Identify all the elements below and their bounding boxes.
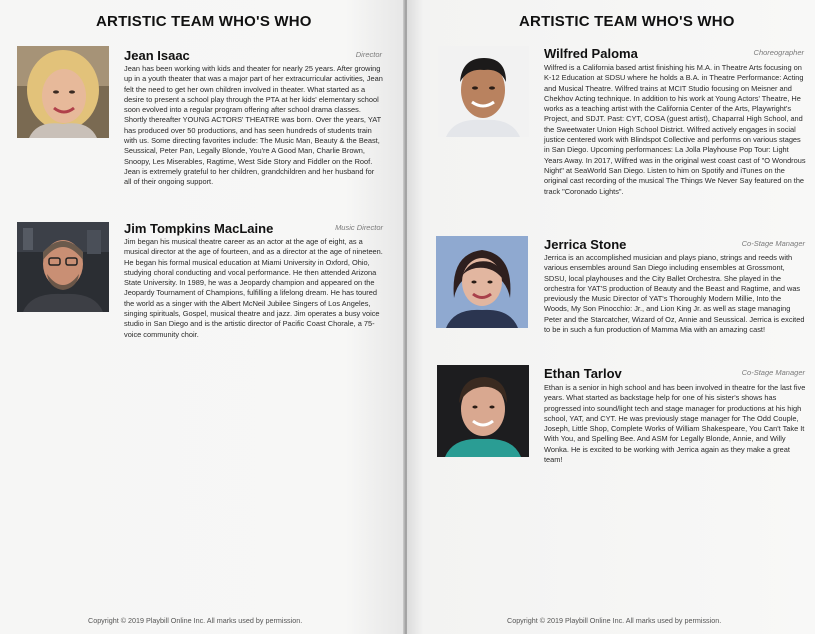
bio-name: Wilfred Paloma (544, 46, 638, 61)
left-footer-copyright: Copyright © 2019 Playbill Online Inc. All marks used by permission. (88, 616, 303, 625)
bio-text: Jean has been working with kids and theater for nearly 25 years. After growing up in a youth theater that was a major part of her extracurricular activities, Jean felt the need to get her own children involved in theater. What started as a desire to present a school play through the PTA at her kids' elementary school soon evolved into a regular program offering after school drama classes. Shortly thereafter YOUNG ACTORS' THEATRE was born. Over the years, YAT has produced over 50 productions, and has seen hundreds of students train with us. Some directing favorites include: The Music Man, Beauty & the Beast, Seussical, Peter Pan, Legally Blonde, You're A Good Man, Charlie Brown, Snoopy, Les Miserables, Ragtime, West Side Story and Fiddler on the Roof. Jean is extremely grateful to her children, grandchildren and her husband for all of their ongoing support. (124, 64, 383, 187)
wilfred-paloma-header (544, 46, 804, 62)
bio-name: Ethan Tarlov (544, 366, 622, 381)
ethan-tarlov-header (544, 366, 805, 382)
left-page (0, 0, 407, 634)
bio-text: Ethan is a senior in high school and has been involved in theatre for the last five years. What started as backstage help for one of his sister's shows has progressed into sound/light tech and stage manager for productions at his high school, YAT, and CYT. He was previously stage manager for The Odd Couple, Joseph, Little Shop, Complete Works of William Shakespeare, You Can't Take It With You, and Spelling Bee. And ASM for Legally Blonde, Annie, and Willy Wonka. He is excited to be working with Jerrica again as they make a great team! (544, 383, 806, 465)
bio-role: Choreographer (753, 48, 804, 57)
bio-role: Director (355, 50, 382, 59)
bio-name: Jerrica Stone (544, 237, 627, 252)
right-page-title: ARTISTIC TEAM WHO'S WHO (519, 13, 735, 30)
bio-name: Jim Tompkins MacLaine (124, 221, 274, 236)
right-footer-copyright: Copyright © 2019 Playbill Online Inc. All marks used by permission. (507, 616, 722, 625)
jean-isaac-photo (17, 46, 109, 138)
bio-role: Music Director (335, 223, 383, 232)
jim-tompkins-maclaine-photo (17, 222, 109, 312)
bio-name: Jean Isaac (124, 48, 190, 63)
ethan-tarlov-photo (437, 365, 529, 457)
bio-role: Co-Stage Manager (741, 368, 805, 377)
portrait-photo-icon (436, 236, 528, 328)
portrait-photo-icon (437, 365, 529, 457)
jerrica-stone-photo (436, 236, 528, 328)
portrait-photo-icon (17, 46, 109, 138)
bio-text: Jim began his musical theatre career as an actor at the age of eight, as a musical director at the age of fourteen, and as a director at the age of nineteen. He began his formal musical education at Miami University in Oxford, Ohio, studying choral conducting and vocal performance. He then attended Arizona State University. In 1989, he was a Jeopardy champion and appeared on the Jeopardy Tournament of Champions, fulfilling a lifelong dream. He has toured the world as a singer with the Albert McNeil Jubilee Singers of Los Angeles, singing spirituals, Gospel, musical theatre and jazz. Jim operates a busy voice studio in San Diego and is the artistic director of Pacific Coast Chorale, a 75-voice community choir. (124, 237, 383, 339)
jean-isaac-header (124, 48, 382, 64)
jerrica-stone-header (544, 237, 805, 253)
portrait-photo-icon (438, 46, 529, 137)
wilfred-paloma-photo (438, 46, 529, 137)
bio-text: Wilfred is a California based artist finishing his M.A. in Theatre Arts focusing on K-12 Education at SDSU where he holds a B.A. in Theatre Performance: Acting and Musical Theatre. Wilfred trains at MCIT Studio focusing on Meisner and Chekhov Acting technique. In addition to his work at Young Actors' Theatre, He works as a teaching artist with the California Center of the Arts, Playwright's Project, and SDJT. Past: CYT, COSA (guest artist), Chaparral High School, and the Sweetwater Union High School District. Wilfred actively engages in social justice centered work with Blindspot Collective and performs on various stages in San Diego. Upcoming performances: La Jolla Playhouse Pop Tour: Light Years Away. In 2017, Wilfred was in the original west coast cast of "O Wondrous Night" at SeaWorld San Diego. Listen to him on Spotify and iTunes on the original cast recording of the musical The Things We Never Say featured on the track "Coronado Lights". (544, 63, 806, 196)
bio-text: Jerrica is an accomplished musician and plays piano, strings and reeds with various ensembles around San Diego including ensembles at Grossmont, SDSU, local playhouses and the City Ballet Orchestra. She played in the orchestra for YAT'S production of Beauty and the Beast and Ragtime, and was previously the Music Director of YAT's Thoroughly Modern Millie, Into the Woods, My Son Pinocchio: Jr., and Lion King Jr. as well as stage managing Peter and the Starcatcher, Wizard of Oz, Annie and Seussical. Jerrica is excited to be in such a fun production of Mamma Mia with an amazing cast! (544, 253, 805, 335)
bio-role: Co-Stage Manager (741, 239, 805, 248)
right-page (407, 0, 815, 634)
portrait-photo-icon (17, 222, 109, 312)
jim-tompkins-maclaine-header (124, 221, 383, 237)
left-page-title: ARTISTIC TEAM WHO'S WHO (96, 13, 312, 30)
